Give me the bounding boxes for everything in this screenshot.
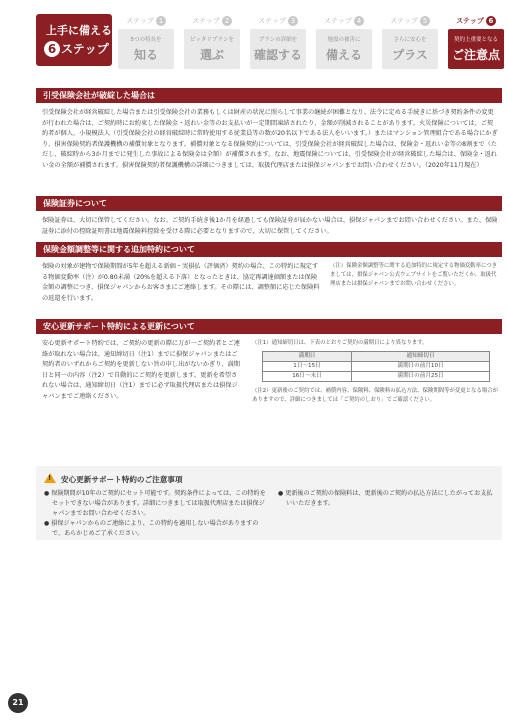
note-2: （注2）更新後のご契約では、補償内容、保険料、保険料の払込方法、保険期間等が変更となる場合がありますので、詳細につきましては「ご契約のしおり」でご確認ください。 <box>252 388 499 403</box>
list-item: ● 保険期間が10年のご契約にセット可能です。契約条件によっては、この特約をセットできない場合があります。詳細につきましては取扱代理店または損保ジャパンまでお問い合わせください。 <box>44 489 270 519</box>
section-auto-renewal <box>36 319 502 405</box>
step-box <box>250 29 306 69</box>
step-main: ご注意点 <box>451 48 500 62</box>
section-columns <box>36 262 502 304</box>
step-number: 6 <box>486 16 496 26</box>
brand-number: 6 <box>44 41 60 57</box>
step-label: ステップ 4 <box>316 14 372 28</box>
section-columns <box>36 339 502 405</box>
step-1[interactable] <box>118 14 174 70</box>
page-number: 21 <box>8 693 28 713</box>
section-policy-certificate <box>36 196 502 237</box>
step-label: ステップ 2 <box>184 14 240 28</box>
step-box <box>448 29 504 69</box>
table-cell: 16日～末日 <box>263 372 352 382</box>
table-cell: 満期日の前月10日 <box>352 362 490 372</box>
section-body: 引受保険会社が経営破綻した場合または引受保険会社の業務もしくは財産の状況に照らして事業の継続が困難となり、法令に定める手続きに基づき契約条件の変更が行われた場合は、ご契約時にお約束した保険金・返れい金等のお支払いが一定期間凍結されたり、金額が削減されることがあります。火災保険については、ご契約者が個人、小規模法人（引受保険会社の経営破綻時に常時使用する従業員等の数が20名以下である法人をいいます。）またはマンション管理組合である場合にかぎり、損害保険契約者保護機構の補償対象となります。補償対象となる保険契約については、引受保険会社が経営破綻した場合は、保険金・返れい金等の8割まで（ただし、破綻時から3か月までに発生した事故による保険金は全額）が補償されます。なお、地震保険については、引受保険会社が経営破綻した場合は、保険金・返れい金の全額が補償されます。損害保険契約者保護機構の詳細につきましては、取扱代理店または損保ジャパンまでお問い合わせください。（2020年11月現在） <box>42 109 498 169</box>
step-number: 3 <box>288 16 298 26</box>
brand-badge <box>36 14 112 66</box>
step-6[interactable] <box>448 14 504 70</box>
section-notes <box>252 339 502 405</box>
step-box <box>184 29 240 69</box>
step-label: ステップ 3 <box>250 14 306 28</box>
table-row <box>263 372 490 382</box>
caution-box <box>36 466 502 540</box>
table-header-cell: 通知締切日 <box>352 352 490 362</box>
step-number: 5 <box>420 16 430 26</box>
step-box <box>382 29 438 69</box>
brand-word: ステップ <box>61 42 109 56</box>
step-4[interactable] <box>316 14 372 70</box>
step-main: 備える <box>325 48 362 62</box>
step-5[interactable] <box>382 14 438 70</box>
section-title: 保険金額調整等に関する追加特約について <box>36 242 502 257</box>
step-main: 選ぶ <box>199 48 224 62</box>
section-body: 保険証券は、大切に保管してください。なお、ご契約手続き後1か月を経過しても保険証券が届かない場合は、損保ジャパンまでお問い合わせください。また、保険証券に添付の控除証明書は地震保険料控除を受ける際に必要となりますので、大切に保管してください。 <box>42 217 498 235</box>
caution-title-row <box>44 473 183 485</box>
brand-line2 <box>44 40 109 57</box>
section-title: 引受保険会社が破綻した場合は <box>36 88 502 103</box>
note-1: （注1）通知締切日は、下表のとおりご契約の満期日により異なります。 <box>252 340 428 346</box>
table-header-row <box>263 352 490 362</box>
list-item: ● 損保ジャパンからのご連絡により、この特約を適用しない場合がありますので、あらかじめご了承ください。 <box>44 519 270 539</box>
section-sum-insured-adjustment <box>36 242 502 304</box>
section-insurer-bankruptcy <box>36 88 502 172</box>
step-sub: 5つの特長を <box>130 37 162 43</box>
section-body: 保険の対象が建物で保険期間が5年を超える新価・実損払（評価済）契約の場合、この特約に規定する物価変動率（注）が0.80未満（20%を超える下落）となったときは、協定再調達価額または保険金額の調整につき、損保ジャパンからお客さまにご連絡します。その際には、調整額に応じた保険料の返還を行います。 <box>42 263 320 302</box>
step-sub: 契約上重要となる <box>453 37 498 43</box>
header <box>0 0 508 80</box>
table-row <box>263 362 490 372</box>
section-note: （注）保険金額調整等に関する追加特約に規定する物価変動率につきましては、損保ジャパン公式ウェブサイトをご覧いただくか、取扱代理店または損保ジャパンまでお問い合わせください。 <box>330 263 498 287</box>
table-cell: 1日～15日 <box>263 362 352 372</box>
step-label: ステップ 1 <box>118 14 174 28</box>
step-sub: ピッタリプランを <box>190 37 234 43</box>
step-label: ステップ 6 <box>448 14 504 28</box>
step-main: プラス <box>392 48 428 62</box>
brand-line1: 上手に備える <box>46 24 112 37</box>
step-sub: プランの詳細を <box>258 37 298 43</box>
caution-list-left <box>44 489 270 539</box>
step-main: 確認する <box>253 48 302 62</box>
caution-title: 安心更新サポート特約のご注意事項 <box>61 475 183 484</box>
step-sub: 地震の被害に <box>327 37 361 43</box>
step-label: ステップ 5 <box>382 14 438 28</box>
step-box <box>316 29 372 69</box>
deadline-table <box>262 351 490 382</box>
warning-icon <box>44 473 56 483</box>
step-number: 2 <box>222 16 232 26</box>
step-3[interactable] <box>250 14 306 70</box>
step-2[interactable] <box>184 14 240 70</box>
caution-list-right <box>278 489 496 509</box>
section-title: 保険証券について <box>36 196 502 211</box>
step-main: 知る <box>133 48 158 62</box>
section-title: 安心更新サポート特約による更新について <box>36 319 502 334</box>
step-number: 4 <box>354 16 364 26</box>
step-box <box>118 29 174 69</box>
step-navigation <box>118 14 502 70</box>
table-cell: 満期日の前月25日 <box>352 372 490 382</box>
step-sub: さらに安心を <box>393 37 427 43</box>
section-body: 安心更新サポート特約では、ご契約の更新の際に万が一ご契約者とご連絡が取れない場合は、通知締切日（注1）までに損保ジャパンまたはご契約者のいずれからご契約を更新しない旨の申し出がないかぎり、満期日と同一の内容（注2）で自動的にご契約を更新します。更新を希望されない場合は、通知締切日（注1）までに必ず取扱代理店または損保ジャパンまでご連絡ください。 <box>42 340 240 400</box>
step-number: 1 <box>156 16 166 26</box>
table-header-cell: 満期日 <box>263 352 352 362</box>
list-item: ● 更新後のご契約の保険料は、更新後のご契約の払込方法にしたがってお支払いいただきます。 <box>278 489 496 509</box>
